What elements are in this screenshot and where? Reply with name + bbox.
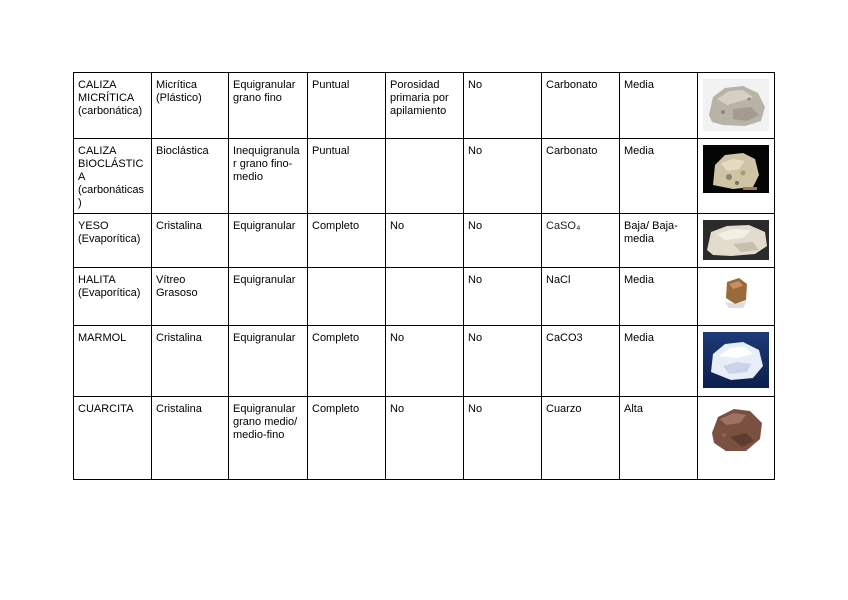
- porosity-cell: No: [386, 326, 464, 397]
- contact-cell: Completo: [308, 397, 386, 480]
- reaction-cell: No: [464, 73, 542, 139]
- texture-cell: Bioclástica: [152, 139, 229, 214]
- porosity-cell: Porosidad primaria por apilamiento: [386, 73, 464, 139]
- hardness-cell: Media: [620, 139, 698, 214]
- contact-cell: [308, 268, 386, 326]
- grain-cell: Equigranular: [229, 268, 308, 326]
- reaction-cell: No: [464, 397, 542, 480]
- table-row: [74, 326, 775, 397]
- table-row: [74, 397, 775, 480]
- hardness-cell: Media: [620, 326, 698, 397]
- reaction-cell: No: [464, 214, 542, 268]
- bioclastic-limestone-photo: [703, 145, 769, 193]
- image-cell: [698, 397, 775, 480]
- table-row: [74, 214, 775, 268]
- contact-cell: Completo: [308, 326, 386, 397]
- contact-cell: Puntual: [308, 139, 386, 214]
- rock-name-cell: CALIZA BIOCLÁSTICA (carbonáticas): [74, 139, 152, 214]
- rock-properties-table: [73, 72, 775, 480]
- image-cell: [698, 73, 775, 139]
- grain-cell: Inequigranular grano fino-medio: [229, 139, 308, 214]
- table-row: [74, 268, 775, 326]
- marble-photo: [703, 332, 769, 388]
- composition-cell: CaCO3: [542, 326, 620, 397]
- image-cell: [698, 326, 775, 397]
- quartzite-photo: [706, 403, 766, 457]
- texture-cell: Vítreo Grasoso: [152, 268, 229, 326]
- image-cell: [698, 139, 775, 214]
- grain-cell: Equigranular grano medio/ medio-fino: [229, 397, 308, 480]
- texture-cell: Micrítica (Plástico): [152, 73, 229, 139]
- texture-cell: Cristalina: [152, 326, 229, 397]
- hardness-cell: Media: [620, 73, 698, 139]
- table-row: [74, 139, 775, 214]
- rock-name-cell: CALIZA MICRÍTICA (carbonática): [74, 73, 152, 139]
- rock-name-cell: HALITA (Evaporítica): [74, 268, 152, 326]
- image-cell: [698, 214, 775, 268]
- reaction-cell: No: [464, 268, 542, 326]
- hardness-cell: Baja/ Baja-media: [620, 214, 698, 268]
- rock-name-cell: MARMOL: [74, 326, 152, 397]
- grain-cell: Equigranular: [229, 326, 308, 397]
- composition-cell: CaSO₄: [542, 214, 620, 268]
- composition-cell: Carbonato: [542, 139, 620, 214]
- porosity-cell: [386, 268, 464, 326]
- light-grey-limestone-photo: [703, 79, 769, 131]
- porosity-cell: No: [386, 214, 464, 268]
- contact-cell: Puntual: [308, 73, 386, 139]
- image-cell: [698, 268, 775, 326]
- rock-name-cell: YESO (Evaporítica): [74, 214, 152, 268]
- hardness-cell: Media: [620, 268, 698, 326]
- composition-cell: Carbonato: [542, 73, 620, 139]
- porosity-cell: [386, 139, 464, 214]
- gypsum-photo: [703, 220, 769, 260]
- table-row: [74, 73, 775, 139]
- reaction-cell: No: [464, 139, 542, 214]
- hardness-cell: Alta: [620, 397, 698, 480]
- composition-cell: NaCl: [542, 268, 620, 326]
- rock-name-cell: CUARCITA: [74, 397, 152, 480]
- halite-photo: [721, 274, 751, 312]
- porosity-cell: No: [386, 397, 464, 480]
- texture-cell: Cristalina: [152, 397, 229, 480]
- texture-cell: Cristalina: [152, 214, 229, 268]
- grain-cell: Equigranular grano fino: [229, 73, 308, 139]
- contact-cell: Completo: [308, 214, 386, 268]
- grain-cell: Equigranular: [229, 214, 308, 268]
- composition-cell: Cuarzo: [542, 397, 620, 480]
- reaction-cell: No: [464, 326, 542, 397]
